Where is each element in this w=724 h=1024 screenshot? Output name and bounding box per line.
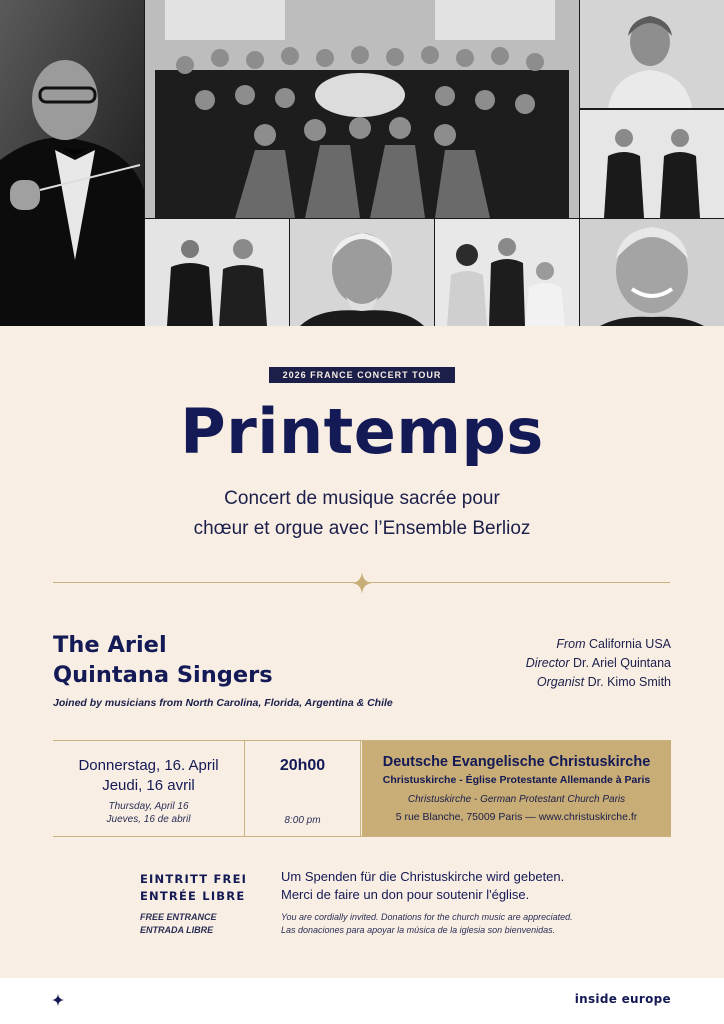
date-german: Donnerstag, 16. April xyxy=(78,757,219,774)
director-label: Director xyxy=(525,656,570,670)
venue-english-name: Christuskirche - German Protestant Church Paris xyxy=(407,794,626,805)
entry-english: FREE ENTRANCE xyxy=(140,912,217,922)
entry-french: ENTRÉE LIBRE xyxy=(140,889,246,903)
photo-collage xyxy=(0,0,724,326)
two-men-portrait-photo xyxy=(145,219,289,326)
from-value: California USA xyxy=(589,637,671,651)
director-value: Dr. Ariel Quintana xyxy=(573,656,671,670)
time-cell xyxy=(245,741,361,836)
organist-label: Organist xyxy=(536,675,585,689)
venue-address: 5 rue Blanche, 75009 Paris — www.christuskirche.fr xyxy=(395,811,638,823)
smiling-man-photo xyxy=(580,219,724,326)
choir-name-line-2: Quintana Singers xyxy=(53,662,273,688)
conductor-photo xyxy=(0,0,144,326)
tour-badge: 2026 FRANCE CONCERT TOUR xyxy=(269,367,455,383)
subtitle-line-2: chœur et orgue avec l’Ensemble Berlioz xyxy=(193,518,531,539)
choir-group-photo xyxy=(145,0,579,218)
two-men-suits-photo xyxy=(580,110,724,218)
entry-free-translations xyxy=(140,911,217,937)
brand-logo: inside europe xyxy=(574,992,671,1006)
date-spanish: Jueves, 16 de abril xyxy=(106,814,191,825)
concert-subtitle xyxy=(0,484,724,544)
trio-photo xyxy=(435,219,579,326)
choir-name xyxy=(53,630,273,690)
donation-german: Um Spenden für die Christuskirche wird gebeten. xyxy=(281,869,565,884)
entry-spanish: ENTRADA LIBRE xyxy=(140,925,214,935)
sparkle-icon xyxy=(52,994,64,1006)
date-french: Jeudi, 16 avril xyxy=(102,777,195,794)
footer xyxy=(0,978,724,1024)
organist-credit xyxy=(526,673,671,692)
director-credit xyxy=(526,654,671,673)
subtitle-line-1: Concert de musique sacrée pour xyxy=(224,488,500,509)
sparkle-icon xyxy=(352,572,372,594)
date-english: Thursday, April 16 xyxy=(108,801,189,812)
donation-french: Merci de faire un don pour soutenir l'église. xyxy=(281,887,530,902)
organist-value: Dr. Kimo Smith xyxy=(587,675,671,689)
venue-cell xyxy=(362,741,671,836)
from-label: From xyxy=(556,637,586,651)
date-cell xyxy=(53,741,245,836)
venue-name: Deutsche Evangelische Christuskirche xyxy=(382,754,651,770)
from-credit xyxy=(526,635,671,654)
time-24h: 20h00 xyxy=(279,757,326,774)
choir-name-line-1: The Ariel xyxy=(53,632,167,658)
woman-portrait-photo xyxy=(580,0,724,108)
donation-english: You are cordially invited. Donations for the church music are appreciated. xyxy=(281,912,573,922)
page-title: Printemps xyxy=(180,395,544,468)
time-12h: 8:00 pm xyxy=(284,815,321,826)
donation-translations xyxy=(281,911,573,937)
performer-credits xyxy=(526,635,671,692)
entry-german: EINTRITT FREI xyxy=(140,872,248,886)
donation-note xyxy=(281,868,564,904)
joined-by-text: Joined by musicians from North Carolina, Florida, Argentina & Chile xyxy=(53,697,393,709)
entry-free-heading xyxy=(140,871,247,905)
event-info-band xyxy=(53,740,671,837)
venue-subtitle: Christuskirche - Église Protestante Allemande à Paris xyxy=(382,774,651,786)
donation-spanish: Las donaciones para apoyar la música de la iglesia son bienvenidas. xyxy=(281,925,556,935)
man-white-hair-photo xyxy=(290,219,434,326)
